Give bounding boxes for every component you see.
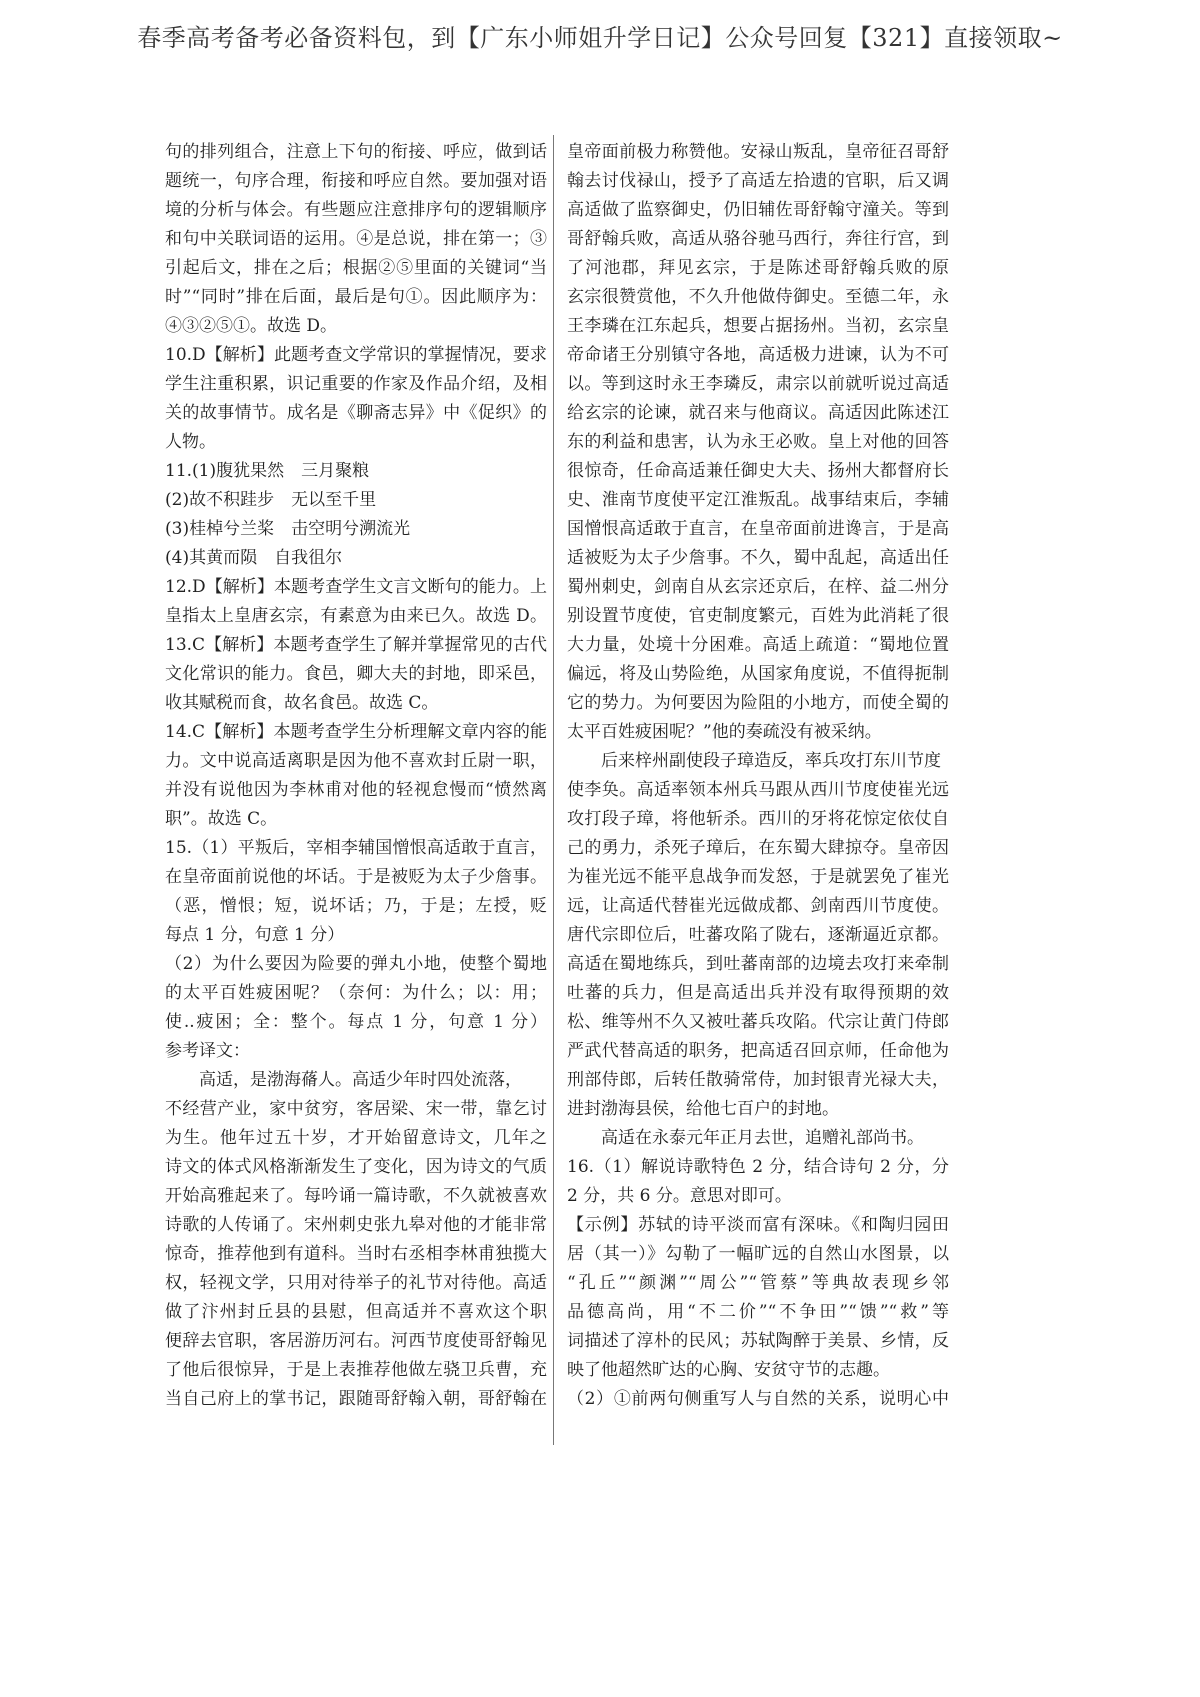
text-line: 攻打段子璋，将他斩杀。西川的牙将花惊定依仗自 [567, 809, 949, 829]
text-line: 了他后很惊异，于是上表推荐他做左骁卫兵曹，充 [165, 1360, 547, 1380]
text-line: 唐代宗即位后，吐蕃攻陷了陇右，逐渐逼近京都。 [567, 925, 949, 945]
text-line: （恶，憎恨；短，说坏话；乃，于是；左授，贬 [165, 896, 547, 916]
text-line: （2）①前两句侧重写人与自然的关系，说明心中 [567, 1389, 949, 1409]
text-line: 句的排列组合，注意上下句的衔接、呼应，做到话 [165, 142, 547, 162]
text-line: 每点 1 分，句意 1 分） [165, 925, 345, 945]
text-line: “孔丘”“颜渊”“周公”“管蔡”等典故表现乡邻 [567, 1273, 949, 1293]
text-line: 11.(1)腹犹果然 三月聚粮 [165, 461, 370, 481]
text-line: 大力量，处境十分困难。高适上疏道：“蜀地位置 [567, 635, 949, 655]
text-line: 太平百姓疲困呢？”他的奏疏没有被采纳。 [567, 722, 882, 742]
text-line: 高适做了监察御史，仍旧辅佐哥舒翰守潼关。等到 [567, 200, 949, 220]
text-line: 映了他超然旷达的心胸、安贫守节的志趣。 [567, 1360, 890, 1380]
text-line: 13.C【解析】本题考查学生了解并掌握常见的古代 [165, 635, 547, 655]
text-line: 史、淮南节度使平定江淮叛乱。战事结束后，李辅 [567, 490, 949, 510]
text-line: 引起后文，排在之后；根据②⑤里面的关键词“当 [165, 258, 547, 278]
text-line: （2）为什么要因为险要的弹丸小地，使整个蜀地 [165, 954, 547, 974]
text-line: 己的勇力，杀死子璋后，在东蜀大肆掠夺。皇帝因 [567, 838, 949, 858]
text-line: 适被贬为太子少詹事。不久，蜀中乱起，高适出任 [567, 548, 949, 568]
text-line: 收其赋税而食，故名食邑。故选 C。 [165, 693, 439, 713]
text-line: 了河池郡，拜见玄宗，于是陈述哥舒翰兵败的原 [567, 258, 949, 278]
text-line: 高适，是渤海蓨人。高适少年时四处流落， [165, 1070, 522, 1090]
text-line: 诗文的体式风格渐渐发生了变化，因为诗文的气质 [165, 1157, 547, 1177]
text-line: 便辞去官职，客居游历河右。河西节度使哥舒翰见 [165, 1331, 547, 1351]
text-line: 吐蕃的兵力，但是高适出兵并没有取得预期的效 [567, 983, 949, 1003]
text-line: 力。文中说高适离职是因为他不喜欢封丘尉一职， [165, 751, 547, 771]
text-line: 和句中关联词语的运用。④是总说，排在第一；③ [165, 229, 547, 249]
text-line: 题统一，句序合理，衔接和呼应自然。要加强对语 [165, 171, 547, 191]
text-line: 使李奂。高适率领本州兵马跟从西川节度使崔光远 [567, 780, 949, 800]
text-line: 使..疲困；全：整个。每点 1 分，句意 1 分） [165, 1012, 547, 1032]
text-line: 诗歌的人传诵了。宋州刺史张九皋对他的才能非常 [165, 1215, 547, 1235]
text-line: (3)桂棹兮兰桨 击空明兮溯流光 [165, 519, 411, 539]
text-line: 开始高雅起来了。每吟诵一篇诗歌，不久就被喜欢 [165, 1186, 547, 1206]
text-line: 并没有说他因为李林甫对他的轻视怠慢而“愤然离 [165, 780, 547, 800]
text-line: (4)其黄而陨 自我徂尔 [165, 548, 343, 568]
text-line: 16.（1）解说诗歌特色 2 分，结合诗句 2 分，分 [567, 1157, 949, 1177]
text-line: 权，轻视文学，只用对待举子的礼节对待他。高适 [165, 1273, 547, 1293]
text-line: ④③②⑤①。故选 D。 [165, 316, 338, 336]
text-line: 词描述了淳朴的民风；苏轼陶醉于美景、乡情，反 [567, 1331, 949, 1351]
text-line: 文化常识的能力。食邑，卿大夫的封地，即采邑， [165, 664, 547, 684]
text-line: 严武代替高适的职务，把高适召回京师，任命他为 [567, 1041, 949, 1061]
text-line: 以。等到这时永王李璘反，肃宗以前就听说过高适 [567, 374, 949, 394]
text-line: 为崔光远不能平息战争而发怒，于是就罢免了崔光 [567, 867, 949, 887]
text-line: 玄宗很赞赏他，不久升他做侍御史。至德二年，永 [567, 287, 949, 307]
text-line: 时”“同时”排在后面，最后是句①。因此顺序为： [165, 287, 547, 307]
text-line: 为生。他年过五十岁，才开始留意诗文，几年之 [165, 1128, 547, 1148]
text-line: 它的势力。为何要因为险阻的小地方，而使全蜀的 [567, 693, 949, 713]
text-line: 翰去讨伐禄山，授予了高适左拾遗的官职，后又调 [567, 171, 949, 191]
text-line: 国憎恨高适敢于直言，在皇帝面前进谗言，于是高 [567, 519, 949, 539]
text-line: 【示例】苏轼的诗平淡而富有深味。《和陶归园田 [567, 1215, 949, 1235]
text-line: 别设置节度使，官吏制度繁元，百姓为此消耗了很 [567, 606, 949, 626]
text-line: 做了汴州封丘县的县慰，但高适并不喜欢这个职 [165, 1302, 547, 1322]
text-line: 东的利益和患害，认为永王必败。皇上对他的回答 [567, 432, 949, 452]
text-line: 进封渤海县侯，给他七百户的封地。 [567, 1099, 839, 1119]
left-column [165, 138, 547, 1414]
text-line: 居（其一）》勾勒了一幅旷远的自然山水图景，以 [567, 1244, 949, 1264]
text-line: 人物。 [165, 432, 216, 452]
text-line: 皇指太上皇唐玄宗，有素意为由来已久。故选 D。 [165, 606, 547, 626]
text-line: 境的分析与体会。有些题应注意排序句的逻辑顺序 [165, 200, 547, 220]
text-line: 蜀州刺史，剑南自从玄宗还京后，在梓、益二州分 [567, 577, 949, 597]
text-line: 当自己府上的掌书记，跟随哥舒翰入朝，哥舒翰在 [165, 1389, 547, 1409]
text-line: 的太平百姓疲困呢？（奈何：为什么；以：用； [165, 983, 547, 1003]
text-line: (2)故不积跬步 无以至千里 [165, 490, 377, 510]
text-line: 惊奇，推荐他到有道科。当时右丞相李林甫独揽大 [165, 1244, 547, 1264]
right-column [567, 138, 949, 1414]
text-line: 参考译文： [165, 1041, 250, 1061]
text-line: 松、维等州不久又被吐蕃兵攻陷。代宗让黄门侍郎 [567, 1012, 949, 1032]
text-line: 王李璘在江东起兵，想要占据扬州。当初，玄宗皇 [567, 316, 949, 336]
text-line: 不经营产业，家中贫穷，客居梁、宋一带，靠乞讨 [165, 1099, 547, 1119]
promo-banner: 春季高考备考必备资料包，到【广东小师姐升学日记】公众号回复【321】直接领取~ [137, 24, 1063, 52]
text-line: 给玄宗的论谏，就召来与他商议。高适因此陈述江 [567, 403, 949, 423]
text-line: 帝命诸王分别镇守各地，高适极力进谏，认为不可 [567, 345, 949, 365]
text-line: 很惊奇，任命高适兼任御史大夫、扬州大都督府长 [567, 461, 949, 481]
text-line: 15.（1）平叛后，宰相李辅国憎恨高适敢于直言， [165, 838, 547, 858]
text-line: 皇帝面前极力称赞他。安禄山叛乱，皇帝征召哥舒 [567, 142, 949, 162]
text-line: 高适在蜀地练兵，到吐蕃南部的边境去攻打来牵制 [567, 954, 949, 974]
text-line: 职”。故选 C。 [165, 809, 278, 829]
text-line: 2 分，共 6 分。意思对即可。 [567, 1186, 792, 1206]
column-divider [553, 135, 554, 1445]
text-line: 在皇帝面前说他的坏话。于是被贬为太子少詹事。 [165, 867, 547, 887]
text-line: 远，让高适代替崔光远做成都、剑南西川节度使。 [567, 896, 949, 916]
text-line: 哥舒翰兵败，高适从骆谷驰马西行，奔往行宫，到 [567, 229, 949, 249]
text-line: 偏远，将及山势险绝，从国家角度说，不值得扼制 [567, 664, 949, 684]
text-line: 高适在永泰元年正月去世，追赠礼部尚书。 [567, 1128, 924, 1148]
text-line: 学生注重积累，识记重要的作家及作品介绍，及相 [165, 374, 547, 394]
text-line: 10.D【解析】此题考查文学常识的掌握情况，要求 [165, 345, 547, 365]
text-line: 12.D【解析】本题考查学生文言文断句的能力。上 [165, 577, 547, 597]
text-line: 关的故事情节。成名是《聊斋志异》中《促织》的 [165, 403, 547, 423]
text-line: 品德高尚，用“不二价”“不争田”“馈”“救”等 [567, 1302, 949, 1322]
text-line: 14.C【解析】本题考查学生分析理解文章内容的能 [165, 722, 547, 742]
text-line: 刑部侍郎，后转任散骑常侍，加封银青光禄大夫， [567, 1070, 949, 1090]
text-line: 后来梓州副使段子璋造反，率兵攻打东川节度 [567, 751, 941, 771]
